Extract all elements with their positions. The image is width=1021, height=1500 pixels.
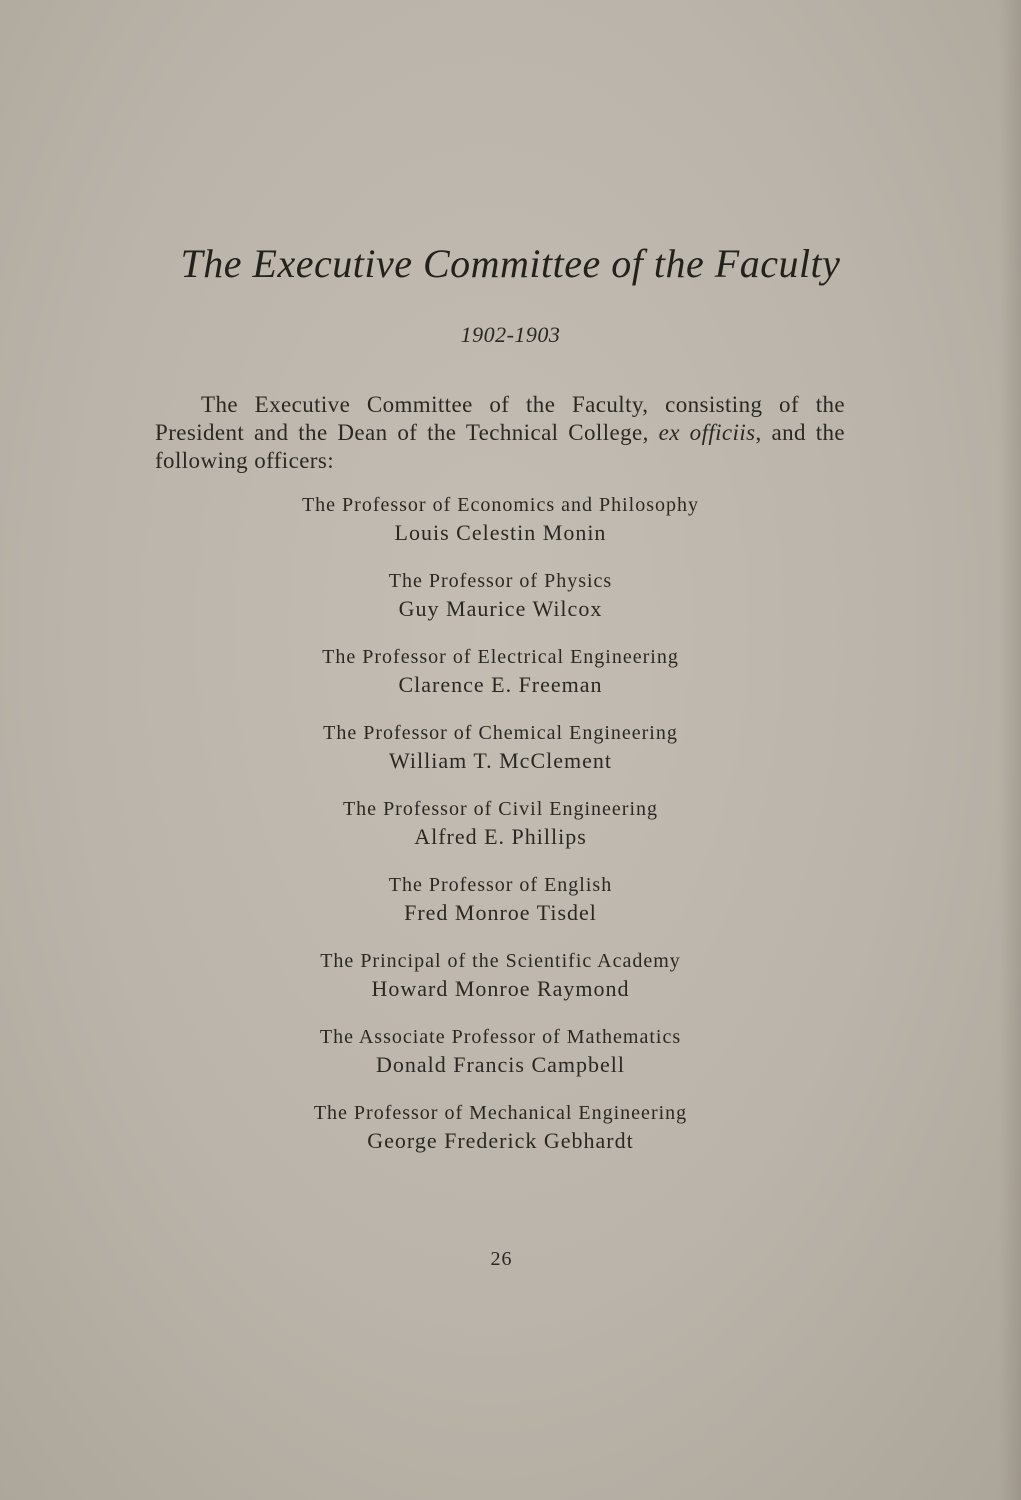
officer-name: Howard Monroe Raymond xyxy=(371,976,630,1001)
officer-role: The Professor of Mechanical Engineering xyxy=(313,1102,688,1124)
officer-role: The Professor of Physics xyxy=(388,570,613,592)
officer-role: The Professor of Economics and Philosophy xyxy=(301,494,700,516)
officer-name: George Frederick Gebhardt xyxy=(367,1128,634,1153)
officer-role: The Associate Professor of Mathematics xyxy=(319,1026,682,1048)
academic-years: 1902-1903 xyxy=(460,322,561,347)
officer-entry xyxy=(0,644,1001,720)
intro-paragraph xyxy=(155,391,845,475)
officer-name: Fred Monroe Tisdel xyxy=(404,900,597,925)
officer-entry xyxy=(0,872,1001,948)
intro-text-end: , and the following officers: xyxy=(155,420,845,473)
officer-role: The Professor of English xyxy=(388,874,613,896)
officer-role: The Principal of the Scientific Academy xyxy=(320,950,681,972)
officer-entry xyxy=(0,568,1001,644)
intro-text-start: The Executive Committee of the Faculty, consisting of the President and the Dean of the Technical College, xyxy=(155,392,845,445)
page-title: The Executive Committee of the Faculty xyxy=(180,241,841,286)
officer-entry xyxy=(0,1100,1001,1176)
officer-entry xyxy=(0,492,1001,568)
officer-list xyxy=(0,492,1001,1176)
officer-entry xyxy=(0,1024,1001,1100)
officer-name: Louis Celestin Monin xyxy=(394,520,607,545)
officer-entry xyxy=(0,948,1001,1024)
officer-role: The Professor of Electrical Engineering xyxy=(322,646,679,668)
intro-latin-phrase: ex officiis xyxy=(658,420,756,445)
officer-name: Donald Francis Campbell xyxy=(375,1052,626,1077)
officer-name: Guy Maurice Wilcox xyxy=(398,596,603,621)
officer-name: William T. McClement xyxy=(389,748,612,773)
officer-role: The Professor of Civil Engineering xyxy=(342,798,659,820)
officer-role: The Professor of Chemical Engineering xyxy=(323,722,678,744)
page-number: 26 xyxy=(490,1248,513,1270)
officer-name: Clarence E. Freeman xyxy=(398,672,603,697)
officer-name: Alfred E. Phillips xyxy=(414,824,587,849)
officer-entry xyxy=(0,796,1001,872)
officer-entry xyxy=(0,720,1001,796)
